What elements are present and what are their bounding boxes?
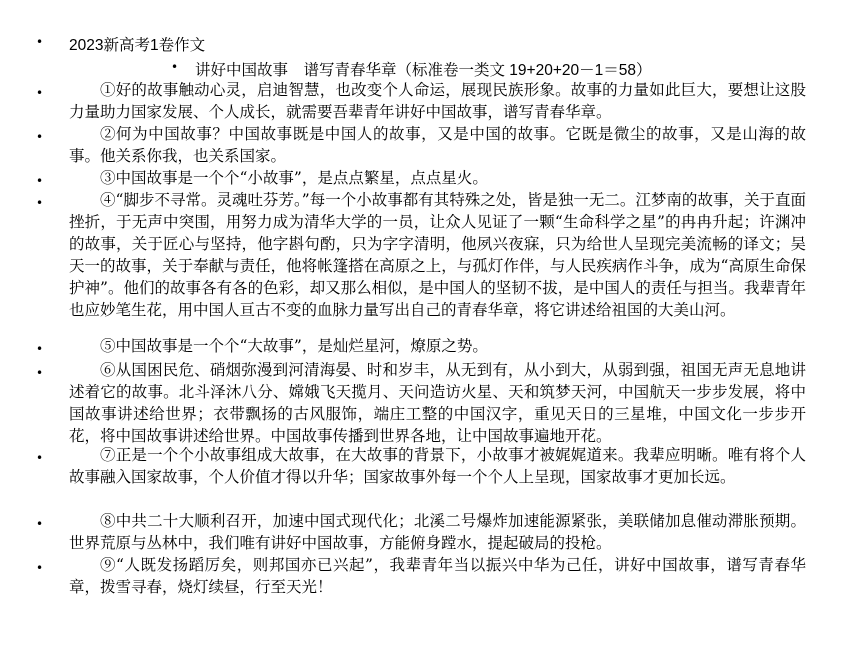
essay-title: 讲好中国故事 谱写青春华章（标准卷一类文 19+20+20－1＝58） (195, 62, 652, 79)
bullet-icon: • (36, 342, 44, 356)
page-title: 2023新高考1卷作文 (69, 37, 206, 54)
bullet-icon: • (36, 561, 44, 575)
bullet-icon: • (36, 451, 44, 465)
paragraph-2: ②何为中国故事？中国故事既是中国人的故事，又是中国的故事。它既是微尘的故事，又是山海的故事。他关系你我，也关系国家。 (69, 125, 806, 165)
paragraph-8: ⑧中共二十大顺利召开，加速中国式现代化；北溪二号爆炸加速能源紧张，美联储加息催动滞胀预期。世界荒原与丛林中，我们唯有讲好中国故事，方能俯身蹚水，提起破局的投枪。 (69, 512, 806, 552)
bullet-icon: • (36, 517, 44, 531)
bullet-icon: • (36, 35, 44, 49)
bullet-icon: • (36, 174, 44, 188)
paragraph-3: ③中国故事是一个个“小故事”，是点点繁星，点点星火。 (100, 169, 488, 187)
bullet-icon: • (36, 196, 44, 210)
bullet-icon: • (171, 60, 179, 74)
bullet-icon: • (36, 366, 44, 380)
bullet-icon: • (36, 86, 44, 100)
paragraph-5: ⑤中国故事是一个个“大故事”，是灿烂星河，燎原之势。 (100, 337, 488, 355)
paragraph-9: ⑨“人既发扬蹈厉矣，则邦国亦已兴起”，我辈青年当以振兴中华为己任，讲好中国故事，谱写青春华章，拨雪寻春，烧灯续昼，行至天光！ (69, 556, 806, 596)
paragraph-6: ⑥从国困民危、硝烟弥漫到河清海晏、时和岁丰，从无到有，从小到大，从弱到强，祖国无声无息地讲述着它的故事。北斗泽沐八分、嫦娥飞天揽月、天问造访火星、天和筑梦天河，中国航天一步步发展，将中国故事讲述给世界；衣带飘扬的古风服饰，端庄工整的中国汉字，重见天日的三星堆，中国文化一步步开花，将中国故事讲述给世界。中国故事传播到世界各地，让中国故事遍地开花。 (69, 361, 806, 445)
paragraph-4: ④“脚步不寻常。灵魂吐芬芳。”每一个小故事都有其特殊之处，皆是独一无二。江梦南的故事，关于直面挫折，于无声中突围，用努力成为清华大学的一员，让众人见证了一颗“生命科学之星”的冉冉升起；许渊冲的故事，关于匠心与坚持，他字斟句酌，只为字字清明，他夙兴夜寐，只为给世人呈现完美流畅的译文；吴天一的故事，关于奉献与责任，他将帐篷搭在高原之上，与孤灯作伴，与人民疾病作斗争，成为“高原生命保护神”。他们的故事各有各的色彩，却又那么相似，是中国人的坚韧不拔，是中国人的责任与担当。我辈青年也应妙笔生花，用中国人亘古不变的血脉力量写出自己的青春华章，将它讲述给祖国的大美山河。 (69, 191, 806, 319)
paragraph-1: ①好的故事触动心灵，启迪智慧，也改变个人命运，展现民族形象。故事的力量如此巨大，要想让这股力量助力国家发展、个人成长，就需要吾辈青年讲好中国故事，谱写青春华章。 (69, 81, 806, 121)
bullet-icon: • (36, 130, 44, 144)
paragraph-7: ⑦正是一个个小故事组成大故事，在大故事的背景下，小故事才被娓娓道来。我辈应明晰。唯有将个人故事融入国家故事，个人价值才得以升华；国家故事外每一个个人上呈现，国家故事才更加长远。 (69, 446, 806, 486)
